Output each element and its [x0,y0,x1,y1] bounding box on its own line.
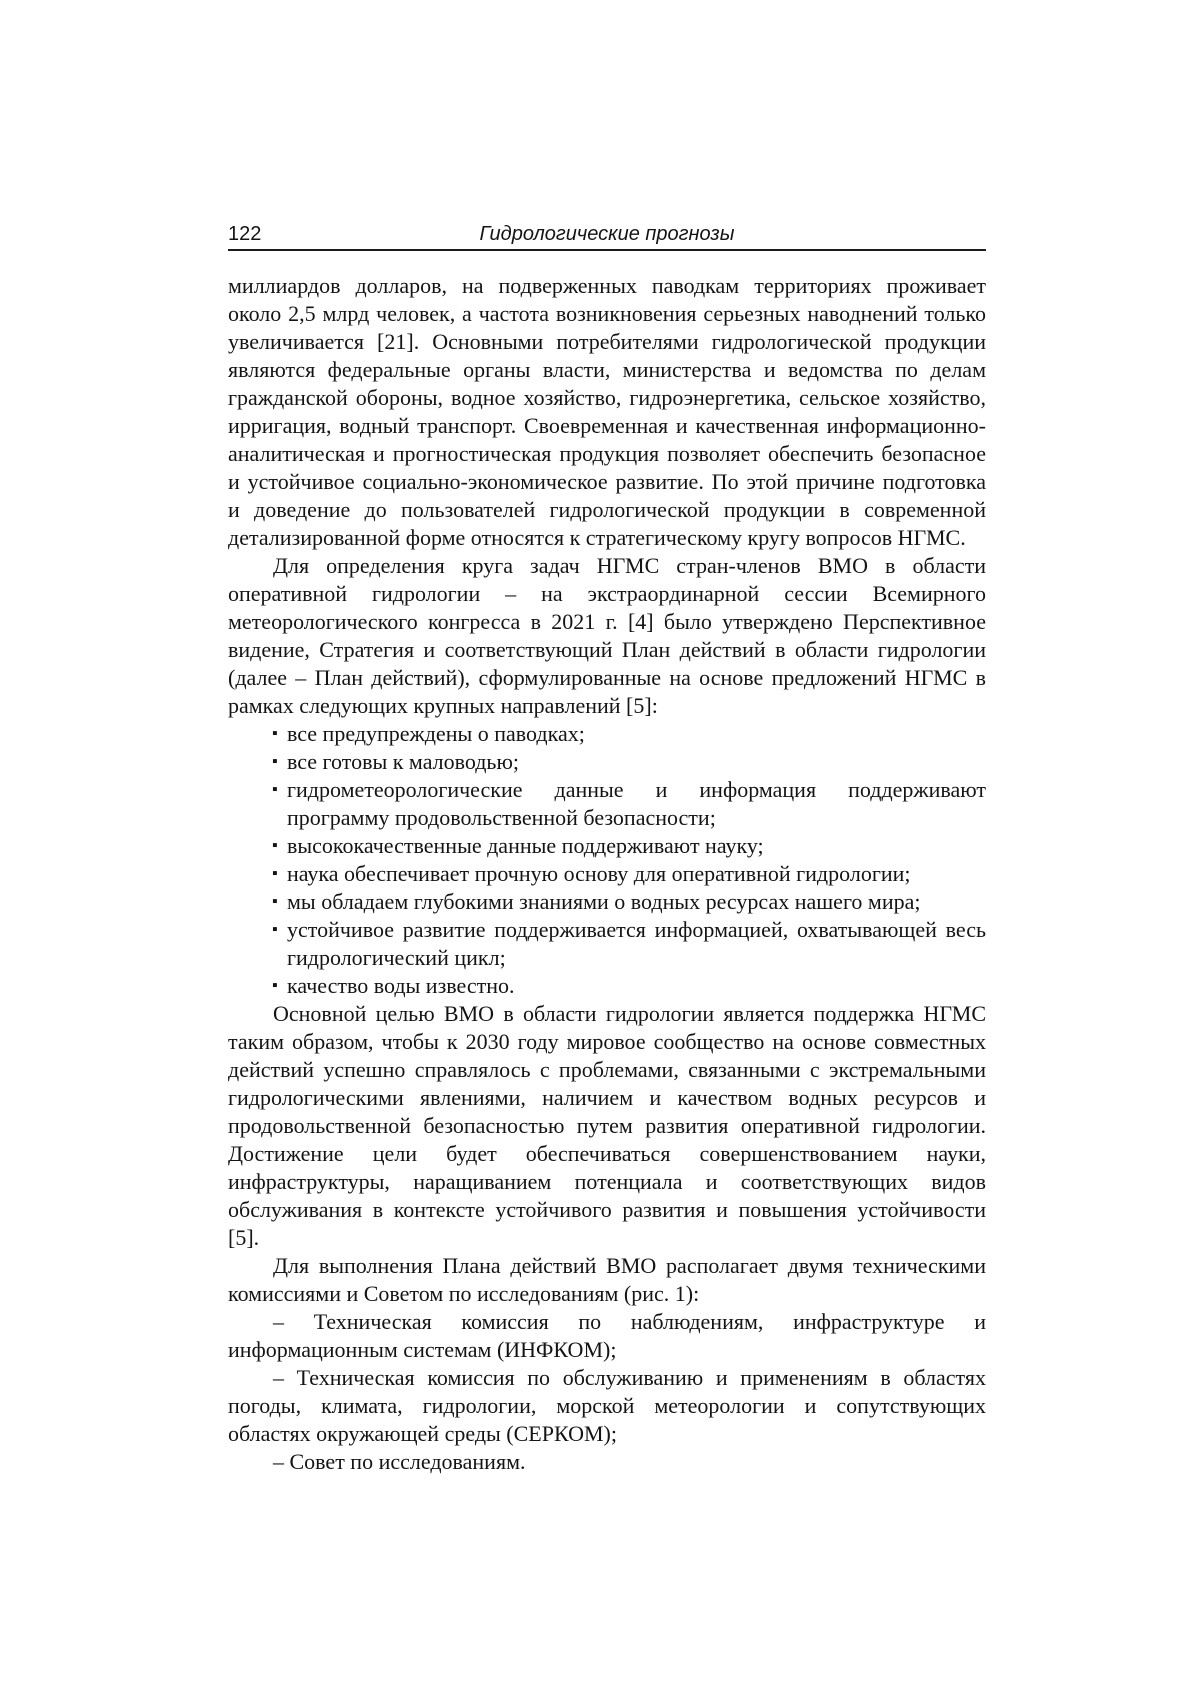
paragraph-goal: Основной целью ВМО в области гидрологии является поддержка НГМС таким образом, чтобы к 2030 году мировое сообщество на основе совместных действий успешно справлялось с проблемами, связанными с экстремальными гидрологическими явлениями, наличием и качеством водных ресурсов и продовольственной безопасностью путем развития оперативной гидрологии. Достижение цели будет обеспечиваться совершенствованием науки, инфраструктуры, наращиванием потенциала и соответствующих видов обслуживания в контексте устойчивого развития и повышения устойчивости [5]. [228,1001,986,1250]
bullet-item: ▪ все предупреждены о паводках; [228,720,986,748]
dash-item: – Техническая комиссия по наблюдениям, инфраструктуре и информационным системам (ИНФКОМ); [228,1309,986,1362]
bullet-item: ▪ мы обладаем глубокими знаниями о водных ресурсах нашего мира; [228,888,986,916]
paragraph-plan: Для выполнения Плана действий ВМО располагает двумя техническими комиссиями и Советом по исследованиям (рис. 1): [228,1253,986,1306]
bullet-item: ▪ качество воды известно. [228,972,986,1000]
bullet-item: ▪ все готовы к маловодью; [228,748,986,776]
running-title: Гидрологические прогнозы [479,223,735,245]
dash-item: – Совет по исследованиям. [273,1449,526,1474]
page-body [228,251,986,1476]
bullet-list [228,720,986,1000]
bullet-item: ▪ устойчивое развитие поддерживается информацией, охватывающей весь гидрологический цикл; [228,916,986,972]
bullet-item: ▪ наука обеспечивает прочную основу для оперативной гидрологии; [228,860,986,888]
page-number: 122 [228,223,262,245]
bullet-item: ▪ гидрометеорологические данные и информация поддерживают программу продовольственной безопасности; [228,776,986,832]
dash-item: – Техническая комиссия по обслуживанию и применениям в областях погоды, климата, гидрологии, морской метеорологии и сопутствующих областях окружающей среды (СЕРКОМ); [228,1365,986,1446]
page-header [228,222,986,251]
paragraph-tasks: Для определения круга задач НГМС стран-членов ВМО в области оперативной гидрологии – на экстраординарной сессии Всемирного метеорологического конгресса в 2021 г. [4] было утверждено Перспективное видение, Стратегия и соответствующий План действий в области гидрологии (далее – План действий), сформулированные на основе предложений НГМС в рамках следующих крупных направлений [5]: [228,553,986,718]
bullet-item: ▪ высококачественные данные поддерживают науку; [228,832,986,860]
text-column [228,222,986,1476]
paragraph-intro: миллиардов долларов, на подверженных паводкам территориях проживает около 2,5 млрд человек, а частота возникновения серьезных наводнений только увеличивается [21]. Основными потребителями гидрологической продукции являются федеральные органы власти, министерства и ведомства по делам гражданской обороны, водное хозяйство, гидроэнергетика, сельское хозяйство, ирригация, водный транспорт. Своевременная и качественная информационно-аналитическая и прогностическая продукция позволяет обеспечить безопасное и устойчивое социально-экономическое развитие. По этой причине подготовка и доведение до пользователей гидрологической продукции в современной детализированной форме относятся к стратегическому кругу вопросов НГМС. [228,273,986,550]
